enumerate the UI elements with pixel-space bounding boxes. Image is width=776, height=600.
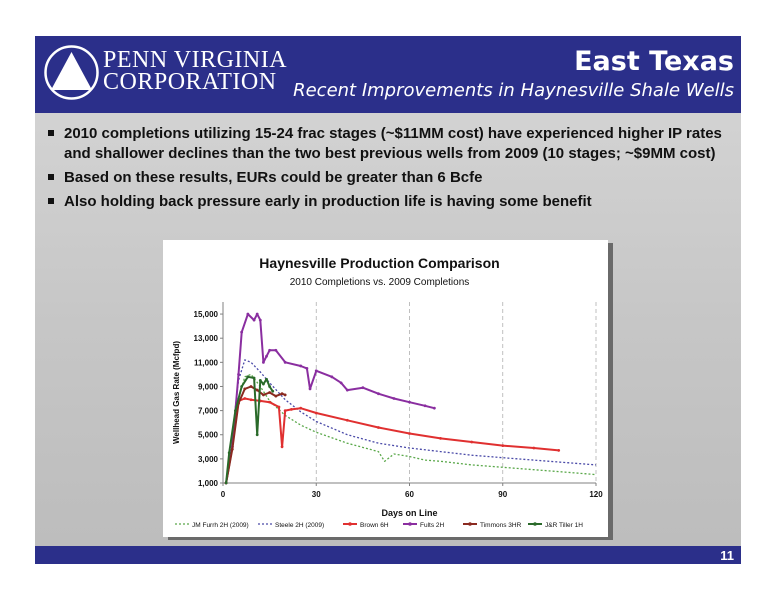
data-point (225, 482, 228, 485)
data-point (340, 381, 343, 384)
data-point (315, 412, 318, 415)
data-point (393, 397, 396, 400)
data-point (271, 390, 274, 393)
data-point (268, 349, 271, 352)
slide-title: East Texas (574, 46, 734, 77)
y-tick-label: 13,000 (193, 334, 218, 344)
slide-subtitle: Recent Improvements in Haynesville Shale Wells (293, 80, 734, 101)
page-number: 11 (720, 548, 734, 563)
data-point (361, 386, 364, 389)
data-point (246, 313, 249, 316)
legend-label: JM Furrh 2H (2009) (192, 522, 249, 529)
legend-marker (348, 522, 352, 526)
footer-bar (35, 546, 741, 564)
data-point (250, 385, 253, 388)
bullet-text: Based on these results, EURs could be greater than 6 Bcfe (64, 169, 483, 186)
y-tick-label: 1,000 (197, 479, 218, 488)
data-point (274, 395, 277, 398)
x-tick-label: 90 (498, 490, 508, 499)
data-point (240, 331, 243, 334)
data-point (234, 409, 237, 412)
data-point (231, 448, 234, 451)
data-point (262, 383, 265, 386)
bullet-text: 2010 completions utilizing 15-24 frac stages (~$11MM cost) have experienced higher IP rates and shallower declines than the two best previous wells from 2009 (10 stages; ~$9MM cost) (64, 125, 722, 162)
x-tick-label: 60 (405, 490, 414, 499)
bullet-list (46, 124, 736, 216)
data-point (256, 389, 259, 392)
x-tick-label: 0 (220, 490, 226, 499)
data-point (259, 319, 262, 322)
data-point (408, 432, 411, 435)
data-point (240, 385, 243, 388)
data-point (253, 319, 256, 322)
data-point (306, 367, 309, 370)
data-point (256, 433, 259, 436)
legend-label: Fults 2H (420, 522, 445, 529)
data-point (315, 369, 318, 372)
data-point (424, 404, 427, 407)
data-point (309, 387, 312, 390)
legend-label: J&R Tiller 1H (545, 522, 583, 529)
data-point (346, 389, 349, 392)
data-point (281, 445, 284, 448)
data-point (470, 441, 473, 444)
legend-marker (533, 522, 537, 526)
company-name-line2: CORPORATION (103, 69, 277, 95)
legend-marker (408, 522, 412, 526)
y-axis-label: Wellhead Gas Rate (Mcfpd) (172, 341, 181, 444)
data-point (377, 426, 380, 429)
production-chart (163, 240, 608, 537)
data-point (274, 349, 277, 352)
data-point (268, 391, 271, 394)
data-point (268, 385, 271, 388)
data-point (284, 361, 287, 364)
data-point (237, 373, 240, 376)
data-point (501, 444, 504, 447)
data-point (262, 361, 265, 364)
bullet-square-icon (48, 130, 54, 136)
data-point (256, 313, 259, 316)
data-point (265, 378, 268, 381)
y-tick-label: 3,000 (197, 454, 218, 464)
y-tick-label: 11,000 (193, 358, 218, 368)
data-point (246, 375, 249, 378)
data-point (284, 394, 287, 397)
data-point (557, 449, 560, 452)
company-name (103, 49, 287, 93)
data-point (243, 397, 246, 400)
data-point (243, 387, 246, 390)
legend-marker (468, 522, 472, 526)
data-point (377, 392, 380, 395)
data-point (284, 409, 287, 412)
company-name-line1: PENN VIRGINIA (103, 47, 288, 73)
data-point (265, 355, 268, 358)
bullet-item (46, 192, 736, 212)
data-point (433, 407, 436, 410)
data-point (290, 408, 293, 411)
data-point (299, 407, 302, 410)
x-axis-label: Days on Line (381, 508, 438, 518)
chart-canvas (163, 240, 608, 537)
chart-subtitle: 2010 Completions vs. 2009 Completions (289, 277, 470, 288)
data-point (250, 398, 253, 401)
series-line-fults-2h (226, 314, 434, 483)
series-line-j-r-tiller-1h (226, 377, 273, 483)
bullet-item (46, 124, 736, 164)
data-point (281, 392, 284, 395)
legend-label: Steele 2H (2009) (275, 522, 325, 529)
company-logo (43, 44, 100, 101)
chart-title: Haynesville Production Comparison (259, 255, 500, 271)
bullet-square-icon (48, 198, 54, 204)
data-point (268, 401, 271, 404)
y-tick-label: 5,000 (197, 430, 218, 440)
data-point (278, 406, 281, 409)
data-point (299, 365, 302, 368)
data-point (259, 379, 262, 382)
data-point (228, 451, 231, 454)
x-tick-label: 120 (589, 490, 603, 499)
legend-label: Timmons 3HR (480, 522, 522, 529)
bullet-text: Also holding back pressure early in production life is having some benefit (64, 193, 592, 210)
y-tick-label: 7,000 (197, 406, 218, 416)
data-point (532, 447, 535, 450)
data-point (253, 377, 256, 380)
data-point (439, 437, 442, 440)
data-point (262, 394, 265, 397)
data-point (408, 401, 411, 404)
data-point (330, 375, 333, 378)
legend-label: Brown 6H (360, 522, 389, 529)
series-line-brown-6h (226, 399, 559, 484)
data-point (346, 419, 349, 422)
bullet-item (46, 168, 736, 188)
y-tick-label: 15,000 (193, 310, 218, 320)
x-tick-label: 30 (311, 490, 321, 499)
y-tick-label: 9,000 (197, 382, 218, 392)
bullet-square-icon (48, 174, 54, 180)
series-line-steele-2h-2009 (226, 360, 596, 483)
